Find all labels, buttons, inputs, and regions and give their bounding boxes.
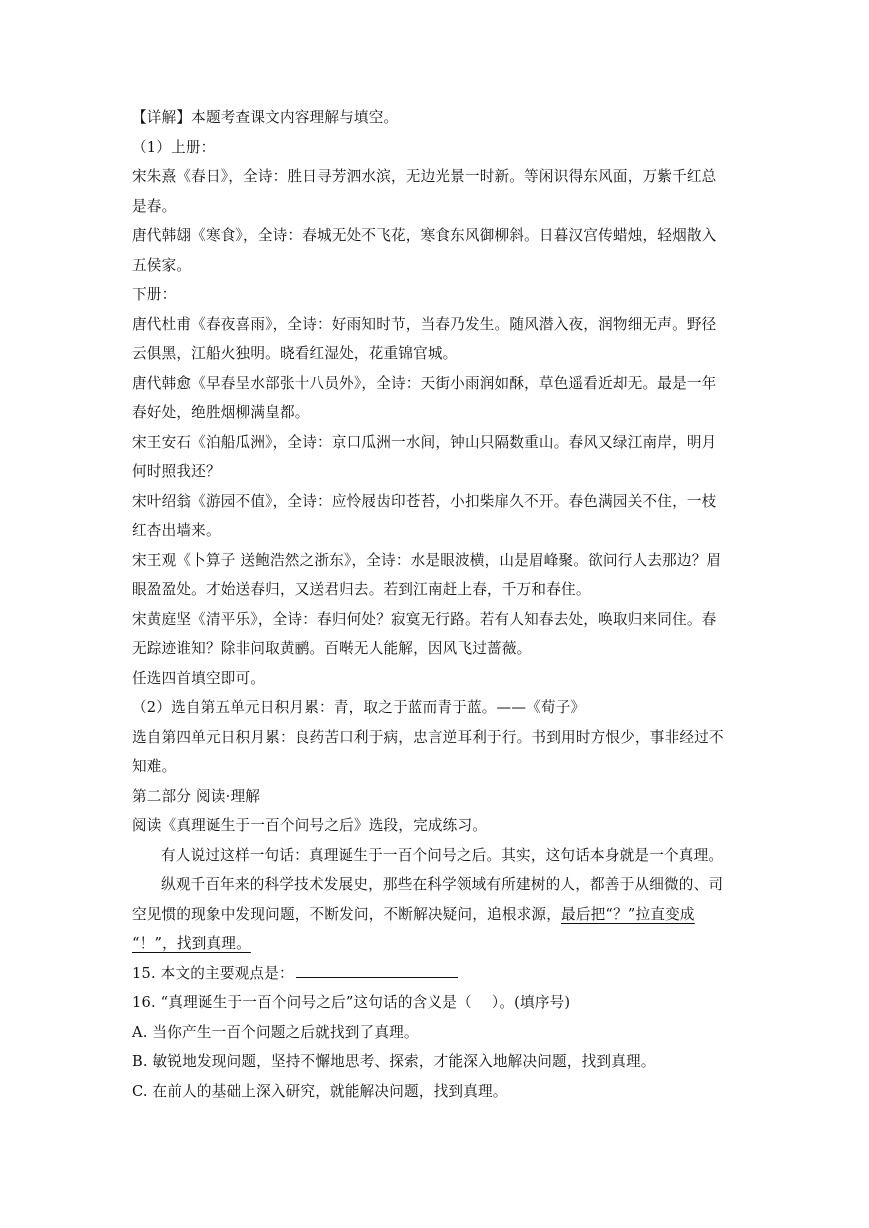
- reading-instruction: 阅读《真理诞生于一百个问号之后》选段，完成练习。: [132, 817, 488, 834]
- passage-paragraph: [132, 929, 738, 959]
- answer-part-2: （2）选自第五单元日积月累：青，取之于蓝而青于蓝。——《荀子》: [132, 699, 586, 716]
- poem-line: 唐代韩愈《早春呈水部张十八员外》，全诗：天街小雨润如酥，草色遥看近却无。最是一年: [132, 374, 717, 392]
- passage-text: 空见惯的现象中发现问题，不断发问，不断解决疑问，追根求源，: [132, 905, 562, 923]
- poem-line: 宋王安石《泊船瓜洲》，全诗：京口瓜洲一水间，钟山只隔数重山。春风又绿江南岸，明月: [132, 433, 717, 451]
- answer-part-2: 选自第四单元日积月累：良药苦口利于病，忠言逆耳利于行。书到用时方恨少，事非经过不: [132, 728, 724, 746]
- underlined-sentence: “！”，找到真理。: [132, 935, 251, 952]
- answer-blank[interactable]: [296, 963, 458, 978]
- underlined-sentence: 最后把“？”拉直变成: [561, 905, 695, 923]
- poem-line: 何时照我还？: [132, 463, 221, 480]
- option-c: C. 在前人的基础上深入研究，就能解决问题，找到真理。: [132, 1082, 508, 1100]
- poem-line: 五侯家。: [132, 256, 192, 274]
- poem-line: 眼盈盈处。才始送春归，又送君归去。若到江南赶上春，千万和春住。: [132, 581, 591, 598]
- poem-line: 春好处，绝胜烟柳满皇都。: [132, 404, 310, 421]
- poem-line: 宋黄庭坚《清平乐》，全诗：春归何处？寂寞无行路。若有人知春去处，唤取归来同住。春: [132, 610, 717, 628]
- passage-paragraph: 纵观千百年来的科学技术发展史，那些在科学领域有所建树的人，都善于从细微的、司: [161, 876, 724, 893]
- option-b: B. 敏锐地发现问题，坚持不懈地思考、探索，才能深入地解决问题，找到真理。: [132, 1053, 656, 1070]
- detail-heading: 【详解】本题考查课文内容理解与填空。: [132, 109, 399, 126]
- question-15: [132, 959, 738, 989]
- poem-line: 是春。: [132, 197, 177, 215]
- question-16-tail: ）。(填序号): [491, 994, 571, 1011]
- passage-paragraph: [132, 900, 738, 930]
- poem-line: 宋王观《卜算子 送鲍浩然之浙东》，全诗：水是眼波横，山是眉峰聚。欲问行人去那边？眉: [132, 551, 722, 569]
- question-16: [132, 988, 738, 1018]
- poem-line: 无踪迹谁知？除非问取黄鹂。百啭无人能解，因风飞过蔷薇。: [132, 640, 532, 657]
- poem-line: 唐代杜甫《春夜喜雨》，全诗：好雨知时节，当春乃发生。随风潜入夜，润物细无声。野径: [132, 315, 717, 333]
- option-a: A. 当你产生一百个问题之后就找到了真理。: [132, 1023, 419, 1041]
- poem-line: 红杏出墙来。: [132, 522, 221, 539]
- document-page: [132, 103, 738, 1106]
- poem-line: 宋叶绍翁《游园不值》，全诗：应怜屐齿印苍苔，小扣柴扉久不开。春色满园关不住，一枝: [132, 492, 717, 510]
- note-line: 任选四首填空即可。: [132, 669, 266, 687]
- passage-paragraph: 有人说过这样一句话：真理诞生于一百个问号之后。其实，这句话本身就是一个真理。: [161, 846, 724, 864]
- poem-line: 云俱黑，江船火独明。晓看红湿处，花重锦官城。: [132, 345, 458, 362]
- section-upper-volume: （1）上册：: [132, 138, 216, 156]
- answer-part-2: 知难。: [132, 758, 177, 775]
- poem-line: 宋朱熹《春日》，全诗：胜日寻芳泗水滨，无边光景一时新。等闲识得东风面，万紫千红总: [132, 168, 717, 185]
- question-16-text: 16. “真理诞生于一百个问号之后”这句话的含义是（: [132, 994, 472, 1011]
- poem-line: 唐代韩翃《寒食》，全诗：春城无处不飞花，寒食东风御柳斜。日暮汉宫传蜡烛，轻烟散入: [132, 227, 717, 244]
- question-15-text: 15. 本文的主要观点是：: [132, 964, 294, 982]
- section-lower-volume: 下册：: [132, 286, 177, 303]
- part-two-heading: 第二部分 阅读·理解: [132, 787, 261, 805]
